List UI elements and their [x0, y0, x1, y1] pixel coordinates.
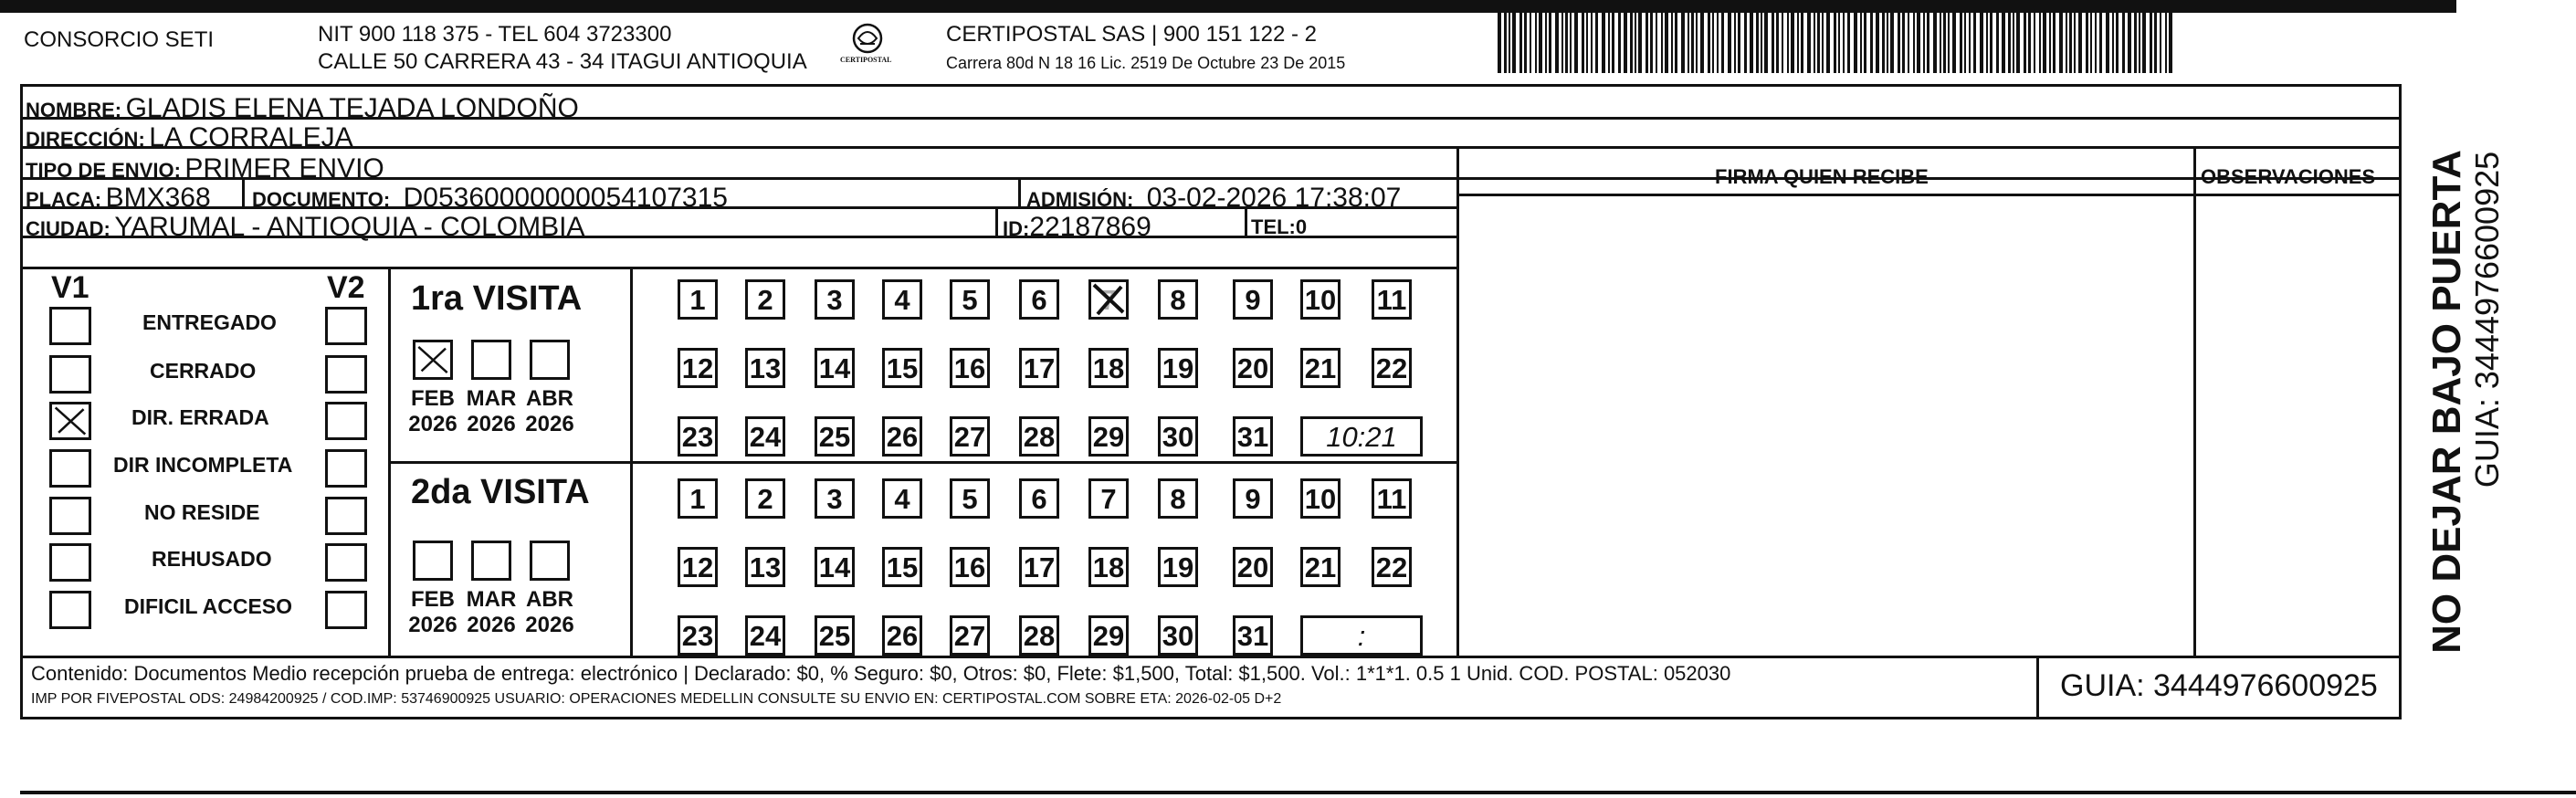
- month-label: ABR: [526, 386, 573, 411]
- plate-label: PLACA:: [26, 188, 102, 211]
- barcode-bar: [1952, 13, 1956, 73]
- visit2-day-box[interactable]: 31: [1233, 615, 1273, 656]
- visit1-day-box[interactable]: 28: [1019, 416, 1059, 457]
- v1-label: V1: [51, 270, 89, 305]
- barcode-bar: [1948, 13, 1950, 73]
- visit1-time-box[interactable]: 10:21: [1300, 416, 1423, 457]
- barcode-bar: [1864, 13, 1866, 73]
- month-label: MAR: [466, 386, 517, 411]
- barcode-bar: [2160, 13, 2161, 73]
- visit2-day-box[interactable]: 12: [678, 547, 718, 587]
- barcode-bar: [1504, 13, 1507, 73]
- visit1-day-box[interactable]: 8: [1158, 279, 1198, 320]
- barcode-bar: [1608, 13, 1610, 73]
- footer-guia: GUIA: 3444976600925: [2060, 668, 2378, 703]
- name-label: NOMBRE:: [26, 99, 122, 121]
- status-v1-checkbox[interactable]: [49, 307, 91, 345]
- barcode-bar: [2134, 13, 2137, 73]
- barcode-bar: [1908, 13, 1909, 73]
- barcode-bar: [2043, 13, 2046, 73]
- barcode-bar: [1570, 13, 1572, 73]
- status-v2-checkbox[interactable]: [325, 402, 367, 440]
- barcode-bar: [1801, 13, 1803, 73]
- barcode-bar: [2165, 13, 2167, 73]
- month-year: 2026: [408, 412, 457, 436]
- visit1-day-box[interactable]: 6: [1019, 279, 1059, 320]
- barcode-bar: [1772, 13, 1774, 73]
- visit1-day-box[interactable]: 1: [678, 279, 718, 320]
- barcode-bar: [1582, 13, 1584, 73]
- barcode-bar: [1624, 13, 1627, 73]
- month-checkbox[interactable]: [471, 340, 511, 380]
- barcode-bar: [1782, 13, 1783, 73]
- visit1-day-box[interactable]: 7: [1088, 279, 1129, 320]
- visit1-day-box[interactable]: 27: [950, 416, 990, 457]
- nit-line: NIT 900 118 375 - TEL 604 3723300: [318, 22, 672, 47]
- visit1-day-box[interactable]: 24: [745, 416, 785, 457]
- visit2-day-box[interactable]: 28: [1019, 615, 1059, 656]
- imp-line: IMP POR FIVEPOSTAL ODS: 24984200925 / COD.IMP: 53746900925 USUARIO: OPERACIONES MEDELLIN CONSULTE SU ENVIO EN: CERTIPOSTAL.COM SOBRE ETA: 2026-02-05 D+2: [31, 691, 1282, 707]
- status-label: REHUSADO: [152, 547, 272, 571]
- barcode-bar: [1933, 13, 1937, 73]
- status-v1-checkbox[interactable]: [49, 355, 91, 394]
- barcode-bar: [1595, 13, 1598, 73]
- barcode-bar: [2049, 13, 2051, 73]
- visit1-day-box[interactable]: 4: [882, 279, 922, 320]
- barcode-bar: [2099, 13, 2102, 73]
- barcode-bar: [1960, 13, 1962, 73]
- barcode: [1498, 0, 2182, 75]
- barcode-bar: [1913, 13, 1915, 73]
- barcode-bar: [1787, 13, 1789, 73]
- barcode-bar: [1498, 13, 1501, 73]
- barcode-bar: [1717, 13, 1719, 73]
- barcode-bar: [1688, 13, 1689, 73]
- visit2-day-box[interactable]: 29: [1088, 615, 1129, 656]
- barcode-bar: [1671, 13, 1673, 73]
- barcode-bar: [1539, 13, 1542, 73]
- visit1-day-box[interactable]: 2: [745, 279, 785, 320]
- visit1-day-box[interactable]: 18: [1088, 348, 1129, 388]
- tel-label: TEL:: [1251, 215, 1296, 238]
- address-row: [26, 124, 353, 152]
- visit2-day-box[interactable]: 18: [1088, 547, 1129, 587]
- barcode-bar: [1512, 13, 1516, 73]
- ship-type-row: [26, 155, 384, 183]
- barcode-bar: [1826, 13, 1830, 73]
- visit2-title: 2da VISITA: [411, 473, 590, 511]
- barcode-bar: [1675, 13, 1677, 73]
- visit1-day-box[interactable]: 12: [678, 348, 718, 388]
- month-year: 2026: [525, 412, 574, 436]
- admission-value: 03-02-2026 17:38:07: [1146, 183, 1402, 213]
- visit2-day-box[interactable]: 6: [1019, 478, 1059, 519]
- barcode-bar: [1761, 13, 1762, 73]
- barcode-bar: [1887, 13, 1888, 73]
- barcode-bar: [1969, 13, 1971, 73]
- visit2-day-box[interactable]: 25: [815, 615, 855, 656]
- barcode-bar: [1882, 13, 1885, 73]
- month-year: 2026: [408, 613, 457, 637]
- barcode-bar: [1890, 13, 1894, 73]
- visit1-day-box[interactable]: 15: [882, 348, 922, 388]
- visit1-day-box[interactable]: 26: [882, 416, 922, 457]
- barcode-bar: [1630, 13, 1633, 73]
- admission-cell: [1026, 184, 1401, 212]
- visit2-day-box[interactable]: 7: [1088, 478, 1129, 519]
- side-guia: GUIA: 3444976600925: [2468, 151, 2506, 488]
- barcode-bar: [1656, 13, 1657, 73]
- visit1-day-box[interactable]: 19: [1158, 348, 1198, 388]
- barcode-bar: [1750, 13, 1753, 73]
- visit2-day-box[interactable]: 26: [882, 615, 922, 656]
- barcode-bar: [1555, 13, 1559, 73]
- barcode-bar: [2066, 13, 2067, 73]
- document-cell: [252, 184, 728, 212]
- observations-area[interactable]: [2196, 206, 2399, 654]
- month-label: ABR: [526, 587, 573, 612]
- v2-label: V2: [327, 270, 365, 305]
- month-checkbox[interactable]: [530, 340, 570, 380]
- barcode-bar: [2059, 13, 2063, 73]
- barcode-bar: [1612, 13, 1614, 73]
- barcode-bar: [2016, 13, 2020, 73]
- barcode-bar: [2154, 13, 2157, 73]
- barcode-bar: [1721, 13, 1724, 73]
- status-label: NO RESIDE: [144, 500, 260, 524]
- visit2-day-box[interactable]: 8: [1158, 478, 1198, 519]
- visit1-day-box[interactable]: 30: [1158, 416, 1198, 457]
- visit1-day-box[interactable]: 13: [745, 348, 785, 388]
- barcode-bar: [1519, 13, 1522, 73]
- ship-type-value: PRIMER ENVIO: [184, 153, 384, 184]
- barcode-bar: [1764, 13, 1768, 73]
- barcode-bar: [1602, 13, 1605, 73]
- barcode-bar: [1744, 13, 1747, 73]
- barcode-bar: [1843, 13, 1845, 73]
- month-label: FEB: [411, 386, 455, 411]
- barcode-bar: [2086, 13, 2088, 73]
- barcode-bar: [1990, 13, 1992, 73]
- barcode-bar: [1565, 13, 1568, 73]
- visit2-day-box[interactable]: 16: [950, 547, 990, 587]
- visit2-day-box[interactable]: 22: [1372, 547, 1412, 587]
- month-checkbox[interactable]: [413, 541, 453, 581]
- visit1-day-box[interactable]: 17: [1019, 348, 1059, 388]
- visit2-day-box[interactable]: 19: [1158, 547, 1198, 587]
- visit1-day-box[interactable]: 3: [815, 279, 855, 320]
- no-dejar-warning: NO DEJAR BAJO PUERTA: [2424, 150, 2469, 654]
- observation-scribble: [2196, 206, 2399, 261]
- barcode-bar: [1814, 13, 1815, 73]
- barcode-bar: [1586, 13, 1588, 73]
- barcode-bar: [1545, 13, 1547, 73]
- barcode-bar: [1691, 13, 1694, 73]
- barcode-bar: [1980, 13, 1983, 73]
- visit2-day-box[interactable]: 27: [950, 615, 990, 656]
- barcode-bar: [1530, 13, 1531, 73]
- barcode-bar: [2024, 13, 2026, 73]
- barcode-bar: [2169, 13, 2172, 73]
- status-v2-checkbox[interactable]: [325, 355, 367, 394]
- visit2-day-box[interactable]: 23: [678, 615, 718, 656]
- id-label: ID:: [1003, 217, 1030, 240]
- status-label: DIR. ERRADA: [131, 405, 269, 429]
- month-checkbox[interactable]: [413, 340, 453, 380]
- visit1-day-box[interactable]: 21: [1300, 348, 1341, 388]
- recipient-name: GLADIS ELENA TEJADA LONDOÑO: [125, 93, 579, 123]
- city-cell: [26, 214, 584, 241]
- barcode-bar: [1635, 13, 1636, 73]
- barcode-bar: [1535, 13, 1537, 73]
- license-line: Carrera 80d N 18 16 Lic. 2519 De Octubre 23 De 2015: [946, 54, 1346, 72]
- barcode-bar: [1728, 13, 1731, 73]
- status-label: ENTREGADO: [142, 310, 277, 334]
- barcode-bar: [1638, 13, 1642, 73]
- address-label: DIRECCIÓN:: [26, 128, 145, 151]
- visit2-day-box[interactable]: 24: [745, 615, 785, 656]
- barcode-bar: [1876, 13, 1879, 73]
- recipient-address: LA CORRALEJA: [149, 122, 353, 152]
- tel-value: 0: [1295, 215, 1308, 238]
- barcode-bar: [1509, 13, 1510, 73]
- visit1-day-box[interactable]: 25: [815, 416, 855, 457]
- visit2-day-box[interactable]: 14: [815, 547, 855, 587]
- month-checkbox[interactable]: [471, 541, 511, 581]
- status-v1-checkbox[interactable]: [49, 591, 91, 629]
- document-label: DOCUMENTO:: [252, 188, 391, 211]
- barcode-bar: [1776, 13, 1779, 73]
- city-value: YARUMAL - ANTIOQUIA - COLOMBIA: [114, 212, 585, 242]
- barcode-bar: [2142, 13, 2146, 73]
- barcode-bar: [1943, 13, 1946, 73]
- ship-type-label: TIPO DE ENVIO:: [26, 159, 181, 182]
- visit1-day-box[interactable]: 20: [1233, 348, 1273, 388]
- id-value: 22187869: [1029, 212, 1151, 242]
- barcode-bar: [1591, 13, 1593, 73]
- visit2-day-box[interactable]: 20: [1233, 547, 1273, 587]
- status-v1-checkbox[interactable]: [49, 402, 91, 440]
- plate-cell: [26, 184, 211, 212]
- status-v1-checkbox[interactable]: [49, 497, 91, 535]
- barcode-bar: [1791, 13, 1794, 73]
- barcode-bar: [1734, 13, 1736, 73]
- visit1-day-box[interactable]: 22: [1372, 348, 1412, 388]
- visit1-day-box[interactable]: 23: [678, 416, 718, 457]
- carrier-line: CERTIPOSTAL SAS | 900 151 122 - 2: [946, 22, 1317, 47]
- visit1-day-box[interactable]: 10: [1300, 279, 1341, 320]
- city-label: CIUDAD:: [26, 217, 110, 240]
- certipostal-logo: [840, 22, 895, 75]
- visit2-day-box[interactable]: 3: [815, 478, 855, 519]
- status-v2-checkbox[interactable]: [325, 497, 367, 535]
- admission-label: ADMISIÓN:: [1026, 188, 1134, 211]
- signature-header: FIRMA QUIEN RECIBE: [1715, 165, 1929, 188]
- barcode-bar: [1854, 13, 1857, 73]
- month-year: 2026: [525, 613, 574, 637]
- status-v2-checkbox[interactable]: [325, 543, 367, 582]
- visit2-day-box[interactable]: 5: [950, 478, 990, 519]
- contents-line: Contenido: Documentos Medio recepción prueba de entrega: electrónico | Declarado: $0, % Seguro: $0, Otros: $0, Flete: $1,500, Total: $1,500. Vol.: 1*1*1. 0.5 1 Unid. COD. POSTAL: 052030: [31, 662, 1731, 685]
- visit1-day-box[interactable]: 11: [1372, 279, 1412, 320]
- barcode-bar: [2150, 13, 2152, 73]
- visit1-day-box[interactable]: 29: [1088, 416, 1129, 457]
- barcode-bar: [1708, 13, 1710, 73]
- barcode-bar: [2078, 13, 2082, 73]
- barcode-bar: [1797, 13, 1799, 73]
- visit2-day-box[interactable]: 10: [1300, 478, 1341, 519]
- barcode-bar: [2116, 13, 2119, 73]
- barcode-bar: [2069, 13, 2072, 73]
- barcode-bar: [1870, 13, 1873, 73]
- visit1-day-box[interactable]: 31: [1233, 416, 1273, 457]
- barcode-bar: [1902, 13, 1905, 73]
- observations-header: OBSERVACIONES: [2201, 165, 2376, 188]
- visit1-day-box[interactable]: 9: [1233, 279, 1273, 320]
- bottom-rule: [20, 791, 2576, 794]
- barcode-bar: [1973, 13, 1976, 73]
- document-value: D05360000000054107315: [403, 183, 728, 213]
- barcode-bar: [1700, 13, 1704, 73]
- barcode-bar: [1696, 13, 1698, 73]
- name-row: [26, 95, 579, 122]
- visit1-day-box[interactable]: 14: [815, 348, 855, 388]
- month-year: 2026: [467, 613, 516, 637]
- plate-value: BMX368: [105, 183, 211, 213]
- status-label: CERRADO: [150, 359, 257, 383]
- barcode-bar: [1574, 13, 1578, 73]
- barcode-bar: [1834, 13, 1836, 73]
- barcode-bar: [2053, 13, 2056, 73]
- month-label: FEB: [411, 587, 455, 612]
- barcode-bar: [1738, 13, 1740, 73]
- visit2-day-box[interactable]: 11: [1372, 478, 1412, 519]
- visit2-day-box[interactable]: 9: [1233, 478, 1273, 519]
- barcode-bar: [2034, 13, 2035, 73]
- barcode-bar: [2074, 13, 2076, 73]
- barcode-bar: [1661, 13, 1663, 73]
- status-label: DIFICIL ACCESO: [124, 594, 293, 618]
- company-name: CONSORCIO SETI: [24, 27, 215, 52]
- barcode-bar: [2139, 13, 2140, 73]
- barcode-bar: [2002, 13, 2005, 73]
- visit2-day-box[interactable]: 30: [1158, 615, 1198, 656]
- barcode-bar: [1923, 13, 1925, 73]
- barcode-bar: [1618, 13, 1621, 73]
- barcode-bar: [1927, 13, 1929, 73]
- barcode-bar: [2095, 13, 2097, 73]
- logo-wordmark: CERTIPOSTAL: [840, 56, 892, 64]
- visit2-day-box[interactable]: 4: [882, 478, 922, 519]
- visit2-day-box[interactable]: 17: [1019, 547, 1059, 587]
- barcode-bar: [2128, 13, 2131, 73]
- barcode-bar: [1524, 13, 1527, 73]
- barcode-bar: [1650, 13, 1653, 73]
- address-line: CALLE 50 CARRERA 43 - 34 ITAGUI ANTIOQUIA: [318, 49, 807, 74]
- barcode-bar: [2013, 13, 2014, 73]
- visit1-title: 1ra VISITA: [411, 279, 583, 318]
- barcode-bar: [1898, 13, 1900, 73]
- month-year: 2026: [467, 412, 516, 436]
- status-v1-checkbox[interactable]: [49, 449, 91, 488]
- visit1-day-box[interactable]: 5: [950, 279, 990, 320]
- visit2-time-box[interactable]: :: [1300, 615, 1423, 656]
- barcode-bar: [2008, 13, 2011, 73]
- visit2-day-box[interactable]: 13: [745, 547, 785, 587]
- barcode-bar: [1986, 13, 1988, 73]
- visit1-day-box[interactable]: 16: [950, 348, 990, 388]
- barcode-bar: [1549, 13, 1551, 73]
- barcode-bar: [1712, 13, 1714, 73]
- barcode-bar: [1681, 13, 1685, 73]
- status-v2-checkbox[interactable]: [325, 449, 367, 488]
- month-label: MAR: [466, 587, 517, 612]
- status-v2-checkbox[interactable]: [325, 591, 367, 629]
- barcode-bar: [1964, 13, 1966, 73]
- visit2-day-box[interactable]: 21: [1300, 547, 1341, 587]
- barcode-bar: [1665, 13, 1668, 73]
- tel-cell: [1251, 217, 1307, 237]
- barcode-bar: [2090, 13, 2092, 73]
- status-v1-checkbox[interactable]: [49, 543, 91, 582]
- barcode-bar: [2122, 13, 2125, 73]
- barcode-bar: [1822, 13, 1824, 73]
- barcode-bar: [1807, 13, 1811, 73]
- barcode-bar: [1561, 13, 1563, 73]
- barcode-bar: [1917, 13, 1920, 73]
- barcode-bar: [1838, 13, 1840, 73]
- barcode-bar: [2112, 13, 2114, 73]
- barcode-bar: [2106, 13, 2109, 73]
- barcode-bar: [1940, 13, 1941, 73]
- status-v2-checkbox[interactable]: [325, 307, 367, 345]
- visit2-day-box[interactable]: 2: [745, 478, 785, 519]
- visit2-day-box[interactable]: 1: [678, 478, 718, 519]
- barcode-bar: [1756, 13, 1759, 73]
- visit2-day-box[interactable]: 15: [882, 547, 922, 587]
- barcode-bar: [1817, 13, 1820, 73]
- barcode-bar: [1847, 13, 1850, 73]
- barcode-bar: [1996, 13, 1999, 73]
- signature-area[interactable]: [1456, 206, 2192, 654]
- barcode-bar: [2039, 13, 2041, 73]
- id-cell: [1003, 214, 1151, 241]
- barcode-bar: [1645, 13, 1648, 73]
- barcode-bar: [1860, 13, 1862, 73]
- status-label: DIR INCOMPLETA: [113, 453, 293, 477]
- month-checkbox[interactable]: [530, 541, 570, 581]
- barcode-bar: [2028, 13, 2031, 73]
